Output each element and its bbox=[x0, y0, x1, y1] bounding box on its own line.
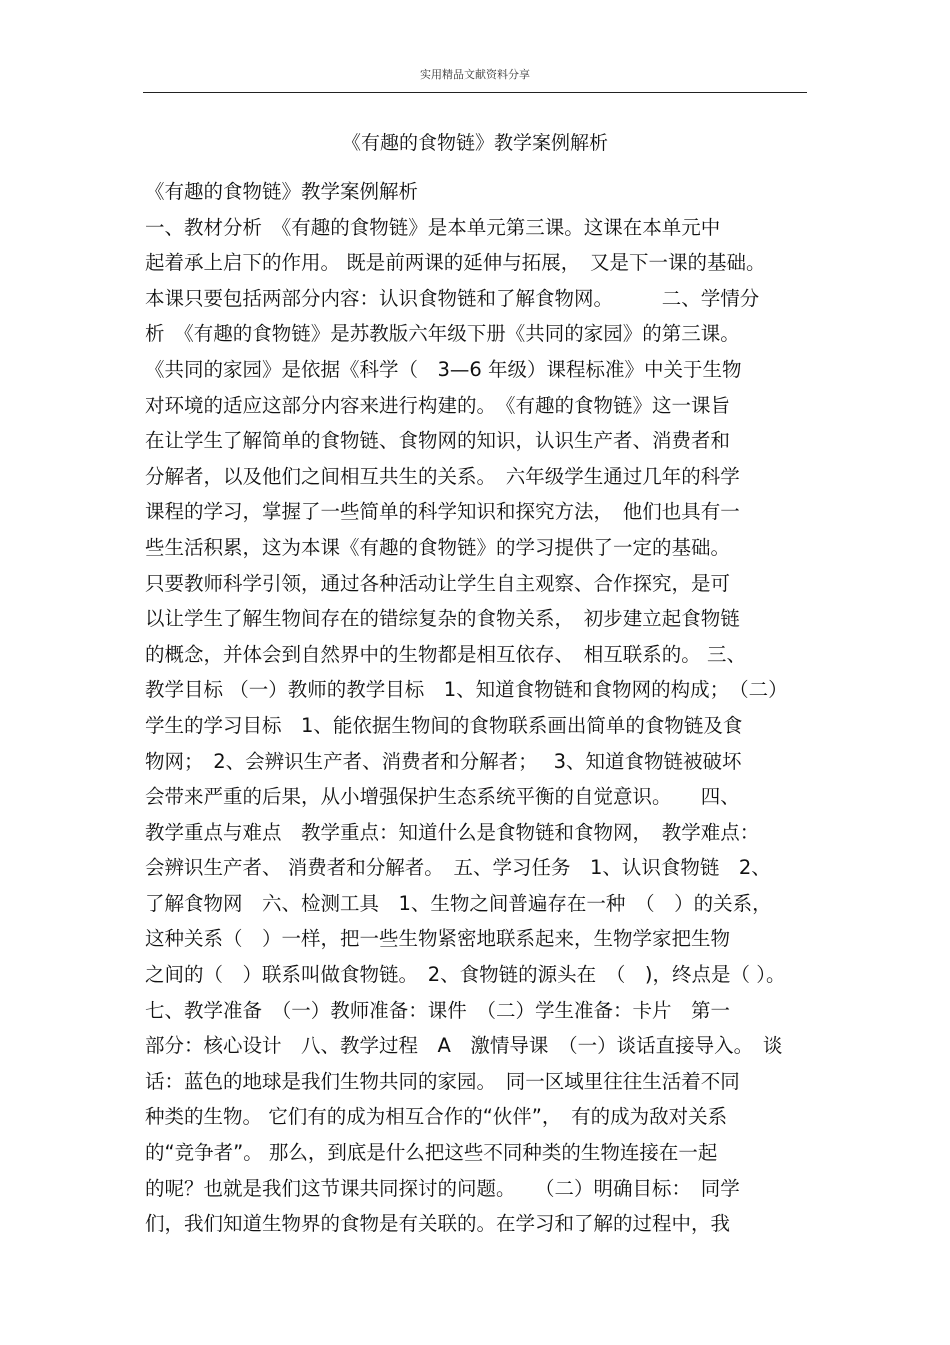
body-line: 本课只要包括两部分内容：认识食物链和了解食物网。 二、学情分 bbox=[145, 286, 760, 310]
body-line: 之间的（ ）联系叫做食物链。 2、食物链的源头在 （ )，终点是（ ）。 bbox=[145, 963, 786, 987]
body-line: 教学重点与难点 教学重点：知道什么是食物链和食物网， 教学难点： bbox=[145, 820, 760, 844]
body-line: 以让学生了解生物间存在的错综复杂的食物关系， 初步建立起食物链 bbox=[145, 607, 740, 631]
body-line: 了解食物网 六、检测工具 1、生物之间普遍存在一种 （ ）的关系， bbox=[145, 891, 772, 915]
body-line: 教学目标 （一）教师的教学目标 1、知道食物链和食物网的构成； （二） bbox=[145, 678, 788, 702]
page-header-text: 实用精品文献资料分享 bbox=[420, 68, 530, 81]
body-line: 学生的学习目标 1、能依据生物间的食物联系画出简单的食物链及食 bbox=[145, 713, 743, 737]
body-line: 的“竞争者”。 那么，到底是什么把这些不同种类的生物连接在一起 bbox=[145, 1141, 718, 1165]
body-line: 《有趣的食物链》教学案例解析 bbox=[145, 180, 419, 203]
body-line: 的概念，并体会到自然界中的生物都是相互依存、 相互联系的。 三、 bbox=[145, 642, 746, 666]
body-line: 析 《有趣的食物链》是苏教版六年级下册《共同的家园》的第三课。 bbox=[145, 322, 740, 346]
body-line: 分解者，以及他们之间相互共生的关系。 六年级学生通过几年的科学 bbox=[145, 464, 740, 488]
body-line: 只要教师科学引领，通过各种活动让学生自主观察、合作探究，是可 bbox=[145, 571, 731, 595]
document-body bbox=[145, 174, 825, 1242]
body-line: 话：蓝色的地球是我们生物共同的家园。 同一区域里往往生活着不同 bbox=[145, 1069, 740, 1093]
body-line: 七、教学准备 （一）教师准备：课件 （二）学生准备：卡片 第一 bbox=[145, 998, 731, 1022]
body-line: 会辨识生产者、 消费者和分解者。 五、学习任务 1、认识食物链 2、 bbox=[145, 856, 771, 880]
body-line: 种类的生物。 它们有的成为相互合作的“伙伴”， 有的成为敌对关系 bbox=[145, 1105, 728, 1129]
body-line: 起着承上启下的作用。 既是前两课的延伸与拓展， 又是下一课的基础。 bbox=[145, 251, 766, 275]
body-line: 课程的学习，掌握了一些简单的科学知识和探究方法， 他们也具有一 bbox=[145, 500, 740, 524]
body-line: 物网； 2、会辨识生产者、消费者和分解者； 3、知道食物链被破坏 bbox=[145, 749, 742, 773]
body-line: 这种关系（ ）一样，把一些生物紧密地联系起来，生物学家把生物 bbox=[145, 927, 731, 951]
body-line: 们，我们知道生物界的食物是有关联的。在学习和了解的过程中，我 bbox=[145, 1212, 731, 1236]
body-line: 会带来严重的后果，从小增强保护生态系统平衡的自觉意识。 四、 bbox=[145, 785, 740, 809]
body-line: 在让学生了解简单的食物链、食物网的知识，认识生产者、消费者和 bbox=[145, 429, 731, 453]
body-line: 对环境的适应这部分内容来进行构建的。 《有趣的食物链》这一课旨 bbox=[145, 393, 731, 417]
document-title: 《有趣的食物链》教学案例解析 bbox=[341, 132, 608, 154]
body-line: 的呢？也就是我们这节课共同探讨的问题。 （二）明确目标： 同学 bbox=[145, 1176, 740, 1200]
header-divider bbox=[143, 92, 807, 93]
body-line: 《共同的家园》是依据《科学（ 3—6 年级）课程标准》中关于生物 bbox=[145, 357, 742, 381]
body-line: 些生活积累，这为本课《有趣的食物链》的学习提供了一定的基础。 bbox=[145, 535, 731, 559]
body-line: 一、教材分析 《有趣的食物链》是本单元第三课。这课在本单元中 bbox=[145, 215, 721, 239]
body-line: 部分：核心设计 八、教学过程 A 激情导课 （一）谈话直接导入。 谈 bbox=[145, 1034, 783, 1058]
